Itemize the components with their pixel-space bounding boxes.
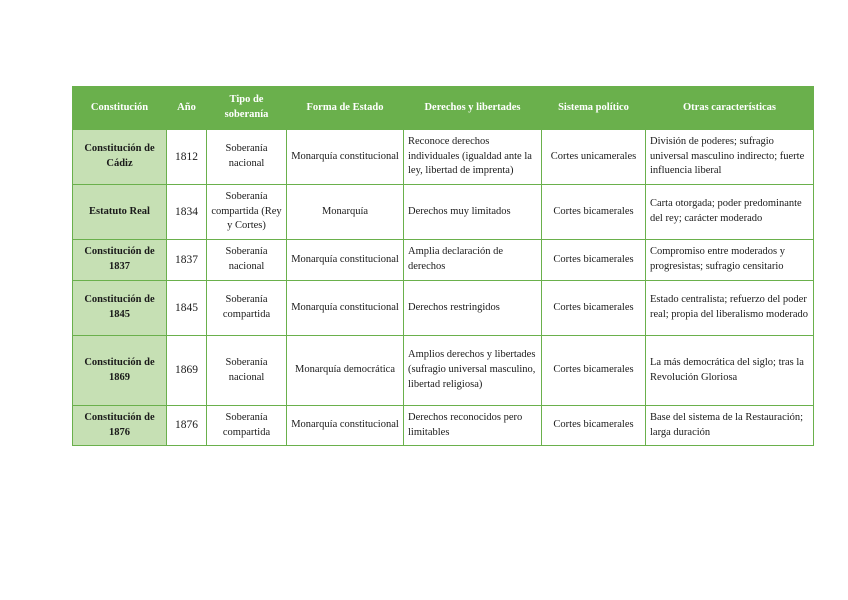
cell-forma-estado: Monarquía democrática: [287, 336, 404, 406]
cell-soberania: Soberanía compartida (Rey y Cortes): [207, 185, 287, 240]
cell-forma-estado: Monarquía constitucional: [287, 240, 404, 281]
cell-sistema: Cortes bicamerales: [542, 240, 646, 281]
cell-soberania: Soberanía nacional: [207, 336, 287, 406]
cell-derechos: Derechos restringidos: [404, 281, 542, 336]
header-soberania: Tipo de soberanía: [207, 87, 287, 130]
constitutions-table: [72, 86, 814, 446]
table-row: [73, 185, 814, 240]
cell-otras: Estado centralista; refuerzo del poder real; propia del liberalismo moderado: [646, 281, 814, 336]
cell-constitucion: Constitución de 1845: [73, 281, 167, 336]
cell-soberania: Soberanía compartida: [207, 406, 287, 446]
cell-sistema: Cortes bicamerales: [542, 406, 646, 446]
table-row: [73, 406, 814, 446]
cell-forma-estado: Monarquía constitucional: [287, 406, 404, 446]
cell-sistema: Cortes bicamerales: [542, 281, 646, 336]
table-row: [73, 281, 814, 336]
table-row: [73, 130, 814, 185]
cell-anio: 1845: [167, 281, 207, 336]
table-body: [73, 130, 814, 446]
cell-soberania: Soberanía nacional: [207, 240, 287, 281]
cell-constitucion: Constitución de 1869: [73, 336, 167, 406]
cell-constitucion: Constitución de 1837: [73, 240, 167, 281]
header-forma-estado: Forma de Estado: [287, 87, 404, 130]
cell-soberania: Soberanía compartida: [207, 281, 287, 336]
cell-otras: La más democrática del siglo; tras la Revolución Gloriosa: [646, 336, 814, 406]
header-otras: Otras características: [646, 87, 814, 130]
table-row: [73, 336, 814, 406]
header-sistema: Sistema político: [542, 87, 646, 130]
cell-forma-estado: Monarquía constitucional: [287, 130, 404, 185]
cell-otras: Carta otorgada; poder predominante del rey; carácter moderado: [646, 185, 814, 240]
header-anio: Año: [167, 87, 207, 130]
header-derechos: Derechos y libertades: [404, 87, 542, 130]
cell-anio: 1834: [167, 185, 207, 240]
cell-sistema: Cortes bicamerales: [542, 185, 646, 240]
cell-anio: 1876: [167, 406, 207, 446]
table-row: [73, 240, 814, 281]
header-row: [73, 87, 814, 130]
cell-derechos: Amplia declaración de derechos: [404, 240, 542, 281]
cell-soberania: Soberanía nacional: [207, 130, 287, 185]
cell-otras: Compromiso entre moderados y progresistas; sufragio censitario: [646, 240, 814, 281]
cell-otras: División de poderes; sufragio universal masculino indirecto; fuerte influencia liberal: [646, 130, 814, 185]
table-header: [73, 87, 814, 130]
cell-anio: 1869: [167, 336, 207, 406]
cell-derechos: Amplios derechos y libertades (sufragio universal masculino, libertad religiosa): [404, 336, 542, 406]
cell-otras: Base del sistema de la Restauración; larga duración: [646, 406, 814, 446]
cell-anio: 1812: [167, 130, 207, 185]
cell-constitucion: Estatuto Real: [73, 185, 167, 240]
cell-sistema: Cortes unicamerales: [542, 130, 646, 185]
cell-constitucion: Constitución de Cádiz: [73, 130, 167, 185]
cell-forma-estado: Monarquía constitucional: [287, 281, 404, 336]
cell-sistema: Cortes bicamerales: [542, 336, 646, 406]
header-constitucion: Constitución: [73, 87, 167, 130]
cell-derechos: Derechos reconocidos pero limitables: [404, 406, 542, 446]
cell-derechos: Derechos muy limitados: [404, 185, 542, 240]
cell-anio: 1837: [167, 240, 207, 281]
cell-derechos: Reconoce derechos individuales (igualdad ante la ley, libertad de imprenta): [404, 130, 542, 185]
cell-constitucion: Constitución de 1876: [73, 406, 167, 446]
cell-forma-estado: Monarquía: [287, 185, 404, 240]
